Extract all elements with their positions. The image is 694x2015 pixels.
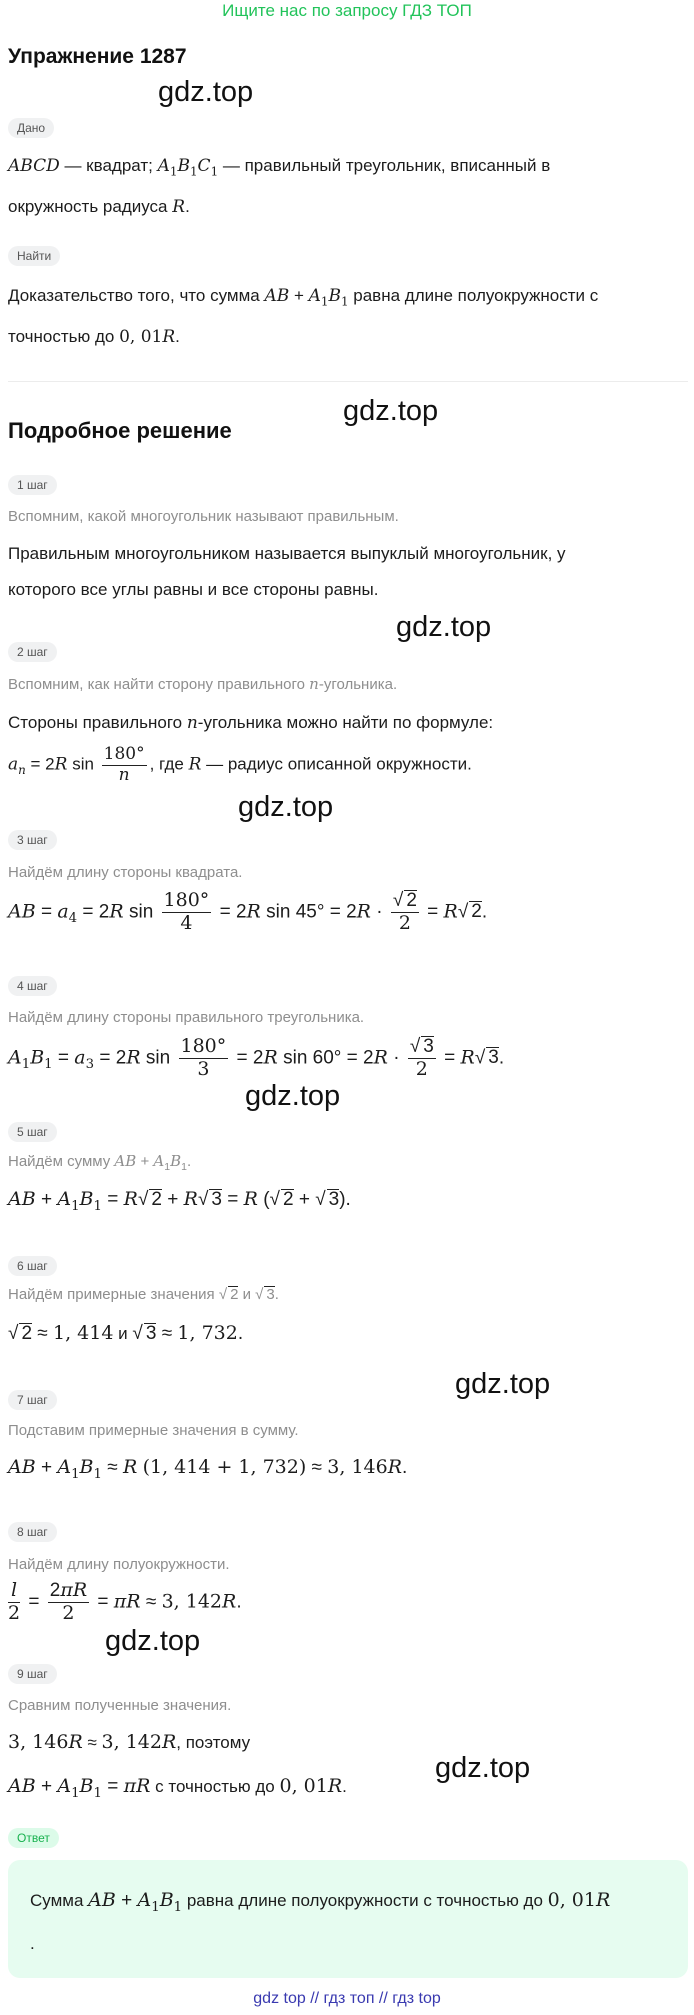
step-text: Стороны правильного n-угольника можно найти по формуле: (8, 713, 494, 733)
given-text: ABCD — квадрат; $A_1B_1C_1$ — правильный треугольник, вписанный в окружность радиуса R. (8, 156, 551, 218)
step-hint: Найдём длину стороны квадрата. (8, 864, 243, 881)
watermark: gdz.top (435, 1752, 531, 1784)
answer-badge: Ответ (8, 1828, 59, 1848)
step-text: Правильным многоугольником называется выпуклый многоугольник, у которого все углы равны и все стороны равны. (8, 544, 566, 599)
step-text: 3, 146R ≈ 3, 142R, поэтому (8, 1731, 251, 1753)
find-text: Доказательство того, что сумма AB + $A_1B_1$ равна длине полуокружности с точностью до 0, 01R. (8, 286, 599, 348)
watermark: gdz.top (455, 1368, 551, 1400)
section-divider (8, 381, 688, 382)
watermark: gdz.top (245, 1080, 341, 1112)
formula: $A_1B_1 = a_3 = 2R$ sin $\frac{180^\circ}{3}$ = 2R sin 60° = 2R · $\frac{√ 3}{2}$ = R√ 3. (8, 1035, 505, 1080)
watermark: gdz.top (343, 395, 439, 427)
step-hint: Вспомним, как найти сторону правильного n-угольника. (8, 675, 398, 693)
watermark: gdz.top (238, 791, 334, 823)
step-hint: Найдём примерные значения √ 2 и √ 3. (8, 1286, 279, 1303)
step-hint: Найдём длину полуокружности. (8, 1556, 230, 1573)
footer-links[interactable]: gdz top // гдз топ // гдз top (253, 1990, 441, 2007)
formula: AB + $A_1B_1 = R√$ 2 + R√ 3 = R (√ 2 + √ 3). (8, 1188, 351, 1214)
watermark: gdz.top (396, 611, 492, 643)
formula: AB + $A_1B_1 \approx R$ (1, 414 + 1, 732) ≈ 3, 146R. (8, 1456, 408, 1482)
page-title: Упражнение 1287 (8, 45, 187, 68)
given-badge: Дано (8, 118, 54, 138)
step-hint: Подставим примерные значения в сумму. (8, 1422, 299, 1439)
step-badge: 5 шаг (8, 1122, 57, 1142)
formula: $\frac{l}{2}$ = $\frac{2\pi R}{2}$ = πR ≈ 3, 142R. (8, 1579, 242, 1624)
find-badge: Найти (8, 246, 60, 266)
formula: $a_n = 2R$ sin $\frac{180^\circ}{n}$ , где R — радиус описанной окружности. (8, 744, 472, 785)
step-badge: 9 шаг (8, 1664, 57, 1684)
step-badge: 3 шаг (8, 830, 57, 850)
step-hint: Найдём длину стороны правильного треугольника. (8, 1009, 365, 1026)
step-hint: Сравним полученные значения. (8, 1697, 232, 1714)
formula: √ 2 ≈ 1, 414 и √ 3 ≈ 1, 732. (8, 1322, 244, 1344)
step-badge: 4 шаг (8, 976, 57, 996)
step-badge: 1 шаг (8, 475, 57, 495)
promo-banner[interactable]: Ищите нас по запросу ГДЗ ТОП (222, 1, 472, 20)
step-hint: Найдём сумму AB + $A_1B_1$. (8, 1152, 192, 1173)
watermark: gdz.top (158, 76, 254, 108)
watermark: gdz.top (105, 1625, 201, 1657)
step-badge: 6 шаг (8, 1256, 57, 1276)
step-badge: 2 шаг (8, 642, 57, 662)
formula: AB = $a_4 = 2R$ sin $\frac{180^\circ}{4}$ = 2R sin 45° = 2R · $\frac{√ 2}{2}$ = R√ 2. (8, 889, 488, 934)
step-text: AB + $A_1B_1 = \pi R$ с точностью до 0, 01R. (8, 1775, 347, 1801)
step-badge: 8 шаг (8, 1522, 57, 1542)
step-hint: Вспомним, какой многоугольник называют правильным. (8, 508, 399, 525)
answer-text: Сумма AB + $A_1B_1$ равна длине полуокружности с точностью до 0, 01R . (30, 1889, 611, 1953)
solution-title: Подробное решение (8, 418, 232, 443)
step-badge: 7 шаг (8, 1390, 57, 1410)
